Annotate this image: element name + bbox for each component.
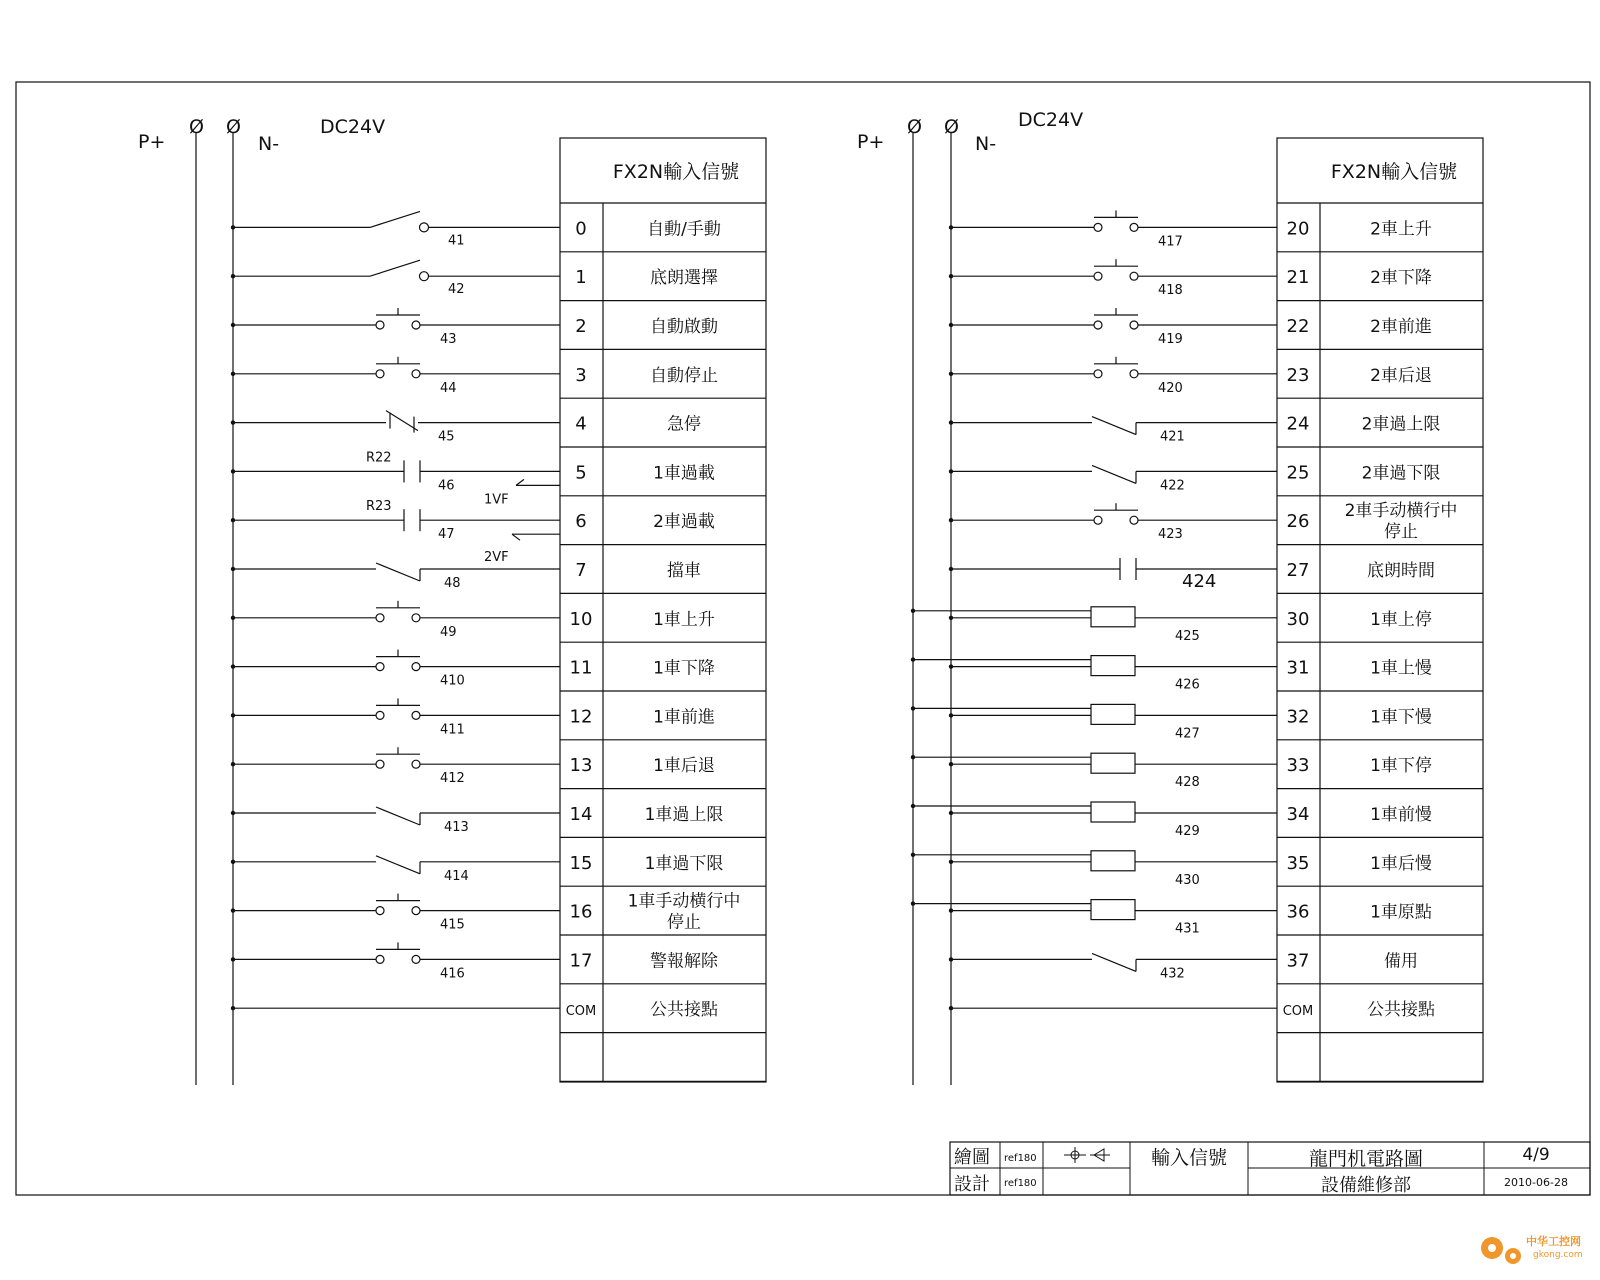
- table-header: FX2N輸入信號: [612, 161, 740, 183]
- ladder-rung: [911, 607, 1483, 644]
- pb-symbol: [1094, 259, 1138, 280]
- ladder-rung: [949, 462, 1483, 495]
- ladder-rung: [911, 704, 1483, 741]
- left-circuit: [138, 116, 766, 1085]
- device-label: 421: [1160, 429, 1185, 445]
- device-label: 424: [1182, 571, 1217, 592]
- device-label: 417: [1158, 234, 1183, 250]
- watermark-cn: 中华工控网: [1526, 1235, 1581, 1248]
- ladder-rung: [231, 560, 766, 593]
- supply-voltage-label: DC24V: [320, 116, 386, 138]
- input-address: 32: [1286, 706, 1310, 728]
- input-description: 2車過載: [653, 512, 715, 533]
- input-description: 底朗時間: [1367, 561, 1435, 581]
- pb-symbol: [1094, 210, 1138, 231]
- switch-symbol: [370, 211, 429, 232]
- input-address: 0: [575, 218, 587, 240]
- input-description: 2車手动横行中: [1344, 501, 1458, 522]
- phi-n-terminal: Ø: [944, 116, 959, 138]
- pb-symbol: [376, 601, 420, 622]
- drawn-by: ref180: [1004, 1153, 1037, 1164]
- ladder-rung: [231, 601, 766, 642]
- ladder-rung: [911, 656, 1483, 693]
- device-label: 426: [1175, 677, 1200, 693]
- input-description: 底朗選擇: [650, 268, 718, 289]
- vf-arrow-icon: [516, 479, 560, 485]
- drawing-name: 龍門机電路圖: [1308, 1148, 1424, 1170]
- device-label: 418: [1158, 283, 1183, 299]
- ladder-rung: [231, 650, 766, 691]
- ladder-rung: [949, 1000, 1483, 1032]
- contact-symbol: [404, 509, 420, 531]
- input-description: 2車過上限: [1361, 414, 1441, 435]
- limit-symbol: [1092, 465, 1136, 483]
- input-address: 27: [1286, 560, 1310, 581]
- phi-p-terminal: Ø: [189, 116, 204, 138]
- switch-symbol: [370, 260, 429, 281]
- ladder-rung: [231, 1000, 766, 1032]
- watermark-url: gkong.com: [1533, 1250, 1583, 1260]
- pb-symbol: [1094, 357, 1138, 378]
- phi-n-terminal: Ø: [226, 116, 241, 138]
- input-address: 17: [569, 950, 593, 972]
- pb-symbol: [376, 747, 420, 768]
- input-description: 2車后退: [1370, 365, 1432, 386]
- ladder-rung: [231, 892, 766, 935]
- input-address: 11: [569, 657, 593, 679]
- pb-symbol: [376, 308, 420, 329]
- relay-tag: R23: [366, 499, 392, 515]
- input-description: 1車后慢: [1370, 853, 1432, 874]
- drawing-border: [16, 82, 1590, 1195]
- input-description: 1車后退: [653, 756, 715, 777]
- ladder-rung: [231, 450, 766, 495]
- input-address: 15: [569, 852, 593, 874]
- device-label: 427: [1175, 726, 1200, 742]
- device-label: 425: [1175, 628, 1200, 644]
- device-label: 44: [440, 380, 457, 396]
- input-address: COM: [565, 1004, 597, 1020]
- input-description: 2車前進: [1370, 317, 1432, 337]
- ladder-rung: [231, 747, 766, 788]
- ladder-rung: [949, 950, 1483, 983]
- device-label: 43: [440, 332, 457, 347]
- pb-symbol: [376, 894, 420, 915]
- input-description: 自動停止: [650, 365, 718, 386]
- input-address: 3: [575, 364, 587, 386]
- input-address: 30: [1286, 608, 1310, 630]
- input-description: 1車原點: [1370, 902, 1432, 923]
- pb-symbol: [376, 650, 420, 671]
- ladder-rung: [949, 357, 1483, 398]
- device-label: 413: [444, 820, 469, 835]
- input-address: 24: [1286, 413, 1310, 435]
- input-description: 2車上升: [1370, 219, 1432, 240]
- design-by: ref180: [1004, 1178, 1037, 1189]
- sensor-symbol: [1091, 900, 1135, 920]
- device-label: 412: [440, 771, 465, 787]
- ladder-rung: [231, 853, 766, 886]
- device-label: 414: [444, 868, 469, 884]
- sensor-symbol: [1091, 802, 1135, 822]
- device-label: 48: [444, 576, 461, 591]
- ladder-rung: [231, 357, 766, 398]
- input-description: 自動/手動: [647, 219, 721, 240]
- device-label: 420: [1158, 380, 1183, 396]
- input-address: 4: [575, 413, 587, 435]
- limit-symbol: [1092, 417, 1136, 435]
- limit-symbol: [376, 807, 420, 825]
- input-description: 公共接點: [1367, 1000, 1435, 1021]
- input-address: 31: [1286, 657, 1310, 679]
- title-block: [950, 1142, 1590, 1196]
- input-address: 37: [1286, 950, 1310, 972]
- device-label: 42: [448, 282, 465, 298]
- input-address: 6: [575, 511, 587, 533]
- sensor-symbol: [1091, 851, 1135, 871]
- input-description: 1車過下限: [644, 853, 724, 874]
- input-address: 14: [569, 804, 593, 825]
- n-minus-label: N-: [258, 133, 280, 155]
- nc-symbol: [386, 411, 418, 433]
- input-description: 警報解除: [650, 951, 718, 972]
- input-address: 5: [575, 462, 587, 484]
- sheet-title: 輸入信號: [1150, 1147, 1228, 1169]
- input-description: 擋車: [667, 561, 701, 581]
- device-label: 419: [1158, 332, 1183, 347]
- input-address: 23: [1286, 364, 1310, 386]
- sensor-symbol: [1091, 607, 1135, 627]
- device-label: 41: [448, 233, 465, 249]
- design-label: 設計: [954, 1174, 990, 1195]
- input-description: 1車前進: [653, 707, 715, 728]
- ladder-rung: [911, 802, 1483, 839]
- input-description: 1車手动横行中: [627, 891, 741, 912]
- input-description: 停止: [1384, 522, 1418, 543]
- ladder-rung: [949, 308, 1483, 349]
- input-address: 21: [1286, 267, 1310, 289]
- device-label: 415: [440, 917, 465, 933]
- drawing-date: 2010-06-28: [1504, 1176, 1568, 1189]
- pb-symbol: [376, 698, 420, 719]
- ladder-rung: [911, 851, 1483, 888]
- device-label: 410: [440, 673, 465, 689]
- input-address: 7: [575, 560, 587, 581]
- ladder-rung: [949, 259, 1483, 300]
- sensor-symbol: [1091, 753, 1135, 773]
- projection-symbol-icon: [1064, 1147, 1110, 1163]
- table-header: FX2N輸入信號: [1330, 161, 1458, 183]
- input-description: 1車下降: [653, 658, 715, 679]
- device-label: 432: [1160, 966, 1185, 982]
- department: 設備維修部: [1321, 1175, 1411, 1196]
- input-address: 1: [575, 267, 587, 289]
- pb-symbol: [1094, 503, 1138, 524]
- ladder-rung: [231, 804, 766, 837]
- limit-symbol: [376, 856, 420, 874]
- input-address: 13: [569, 755, 593, 777]
- input-address: 12: [569, 706, 593, 728]
- input-description: 2車過下限: [1361, 463, 1441, 484]
- input-address: 35: [1286, 852, 1310, 874]
- vf-label: 2VF: [484, 550, 509, 565]
- right-circuit: [857, 109, 1483, 1085]
- p-plus-label: P+: [857, 131, 885, 153]
- n-minus-label: N-: [975, 133, 997, 155]
- input-address: COM: [1282, 1004, 1314, 1020]
- drawn-label: 繪圖: [954, 1147, 990, 1168]
- sensor-symbol: [1091, 704, 1135, 724]
- device-label: 422: [1160, 478, 1185, 494]
- device-label: 416: [440, 966, 465, 982]
- input-description: 1車上升: [653, 609, 715, 630]
- ladder-rung: [949, 414, 1483, 447]
- p-plus-label: P+: [138, 131, 166, 153]
- ladder-rung: [231, 698, 766, 739]
- input-address: 33: [1286, 755, 1310, 777]
- device-label: 423: [1158, 527, 1183, 543]
- input-address: 25: [1286, 462, 1310, 484]
- input-description: 1車下停: [1370, 756, 1432, 777]
- input-address: 10: [569, 608, 593, 630]
- ladder-rung: [231, 260, 766, 300]
- ladder-rung: [911, 900, 1483, 937]
- device-label: 429: [1175, 824, 1200, 839]
- input-address: 16: [569, 901, 593, 923]
- device-label: 49: [440, 624, 457, 640]
- contact-symbol: [1120, 558, 1136, 580]
- input-address: 20: [1286, 218, 1310, 240]
- device-label: 431: [1175, 921, 1200, 937]
- input-address: 22: [1286, 316, 1310, 337]
- watermark-logo: [1481, 1234, 1583, 1264]
- input-description: 1車上慢: [1370, 658, 1432, 679]
- ladder-rung: [231, 308, 766, 349]
- input-address: 2: [575, 316, 587, 337]
- input-description: 1車上停: [1370, 609, 1432, 630]
- input-address: 26: [1286, 511, 1310, 533]
- device-label: 47: [438, 527, 455, 543]
- ladder-rung: [231, 942, 766, 983]
- device-label: 411: [440, 722, 465, 738]
- limit-symbol: [376, 563, 420, 581]
- pb-symbol: [376, 357, 420, 378]
- input-description: 自動啟動: [650, 317, 718, 337]
- device-label: 430: [1175, 872, 1200, 888]
- contact-symbol: [404, 460, 420, 482]
- ladder-rung: [949, 501, 1483, 544]
- page-number: 4/9: [1522, 1145, 1550, 1165]
- ladder-rung: [949, 210, 1483, 251]
- ladder-rung: [949, 558, 1483, 593]
- input-address: 34: [1286, 804, 1310, 825]
- limit-symbol: [1092, 953, 1136, 971]
- input-description: 公共接點: [650, 1000, 718, 1021]
- input-description: 備用: [1384, 951, 1418, 972]
- device-label: 45: [438, 429, 455, 445]
- device-label: 46: [438, 478, 455, 494]
- input-description: 1車前慢: [1370, 805, 1432, 825]
- input-address: 36: [1286, 901, 1310, 923]
- ladder-rung: [231, 211, 766, 251]
- vf-label: 1VF: [484, 492, 509, 508]
- input-description: 急停: [667, 414, 701, 435]
- vf-arrow-icon: [512, 534, 560, 540]
- pb-symbol: [376, 942, 420, 963]
- device-label: 428: [1175, 775, 1200, 791]
- ladder-rung: [231, 411, 766, 447]
- input-description: 1車下慢: [1370, 707, 1432, 728]
- input-description: 停止: [667, 912, 701, 933]
- gear-icon: [1481, 1237, 1521, 1264]
- relay-tag: R22: [366, 450, 392, 466]
- input-description: 1車過上限: [644, 805, 724, 825]
- input-description: 1車過載: [653, 463, 715, 484]
- sensor-symbol: [1091, 656, 1135, 676]
- ladder-rung: [911, 753, 1483, 790]
- phi-p-terminal: Ø: [907, 116, 922, 138]
- supply-voltage-label: DC24V: [1018, 109, 1084, 131]
- input-description: 2車下降: [1370, 268, 1432, 289]
- pb-symbol: [1094, 308, 1138, 329]
